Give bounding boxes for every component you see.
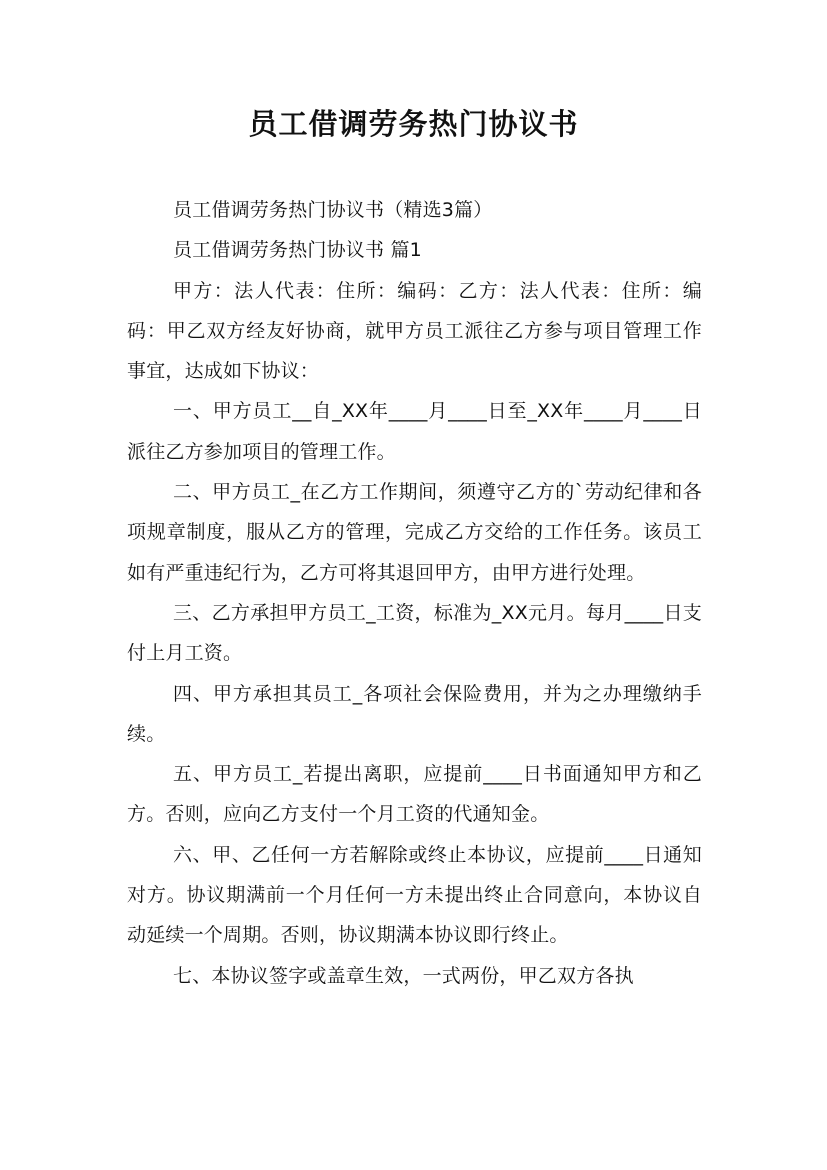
- paragraph-clause-6: 六、甲、乙任何一方若解除或终止本协议，应提前____日通知对方。协议期满前一个月任何一方未提出终止合同意向，本协议自动延续一个周期。否则，协议期满本协议即行终止。: [127, 843, 702, 947]
- paragraph-heading: 员工借调劳务热门协议书 篇1: [173, 239, 422, 262]
- paragraph-clause-1: 一、甲方员工__自_XX年____月____日至_XX年____月____日派往乙方参加项目的管理工作。: [127, 400, 702, 463]
- document-title: 员工借调劳务热门协议书: [248, 107, 579, 141]
- paragraph-parties: 甲方：法人代表：住所：编码：乙方：法人代表：住所：编码：甲乙双方经友好协商，就甲方员工派往乙方参与项目管理工作事宜，达成如下协议：: [127, 279, 702, 383]
- paragraph-clause-4: 四、甲方承担其员工_各项社会保险费用，并为之办理缴纳手续。: [127, 682, 702, 745]
- document-body: [127, 190, 702, 996]
- paragraph-clause-7: 七、本协议签字或盖章生效，一式两份，甲乙双方各执: [173, 964, 634, 987]
- paragraph-clause-3: 三、乙方承担甲方员工_工资，标准为_XX元月。每月____日支付上月工资。: [127, 601, 702, 665]
- paragraph-clause-2: 二、甲方员工_在乙方工作期间，须遵守乙方的`劳动纪律和各项规章制度，服从乙方的管理，完成乙方交给的工作任务。该员工如有严重违纪行为，乙方可将其退回甲方，由甲方进行处理。: [127, 481, 702, 584]
- paragraph-intro: 员工借调劳务热门协议书（精选3篇）: [173, 199, 493, 221]
- paragraph-clause-5: 五、甲方员工_若提出离职，应提前____日书面通知甲方和乙方。否则，应向乙方支付一个月工资的代通知金。: [127, 763, 702, 826]
